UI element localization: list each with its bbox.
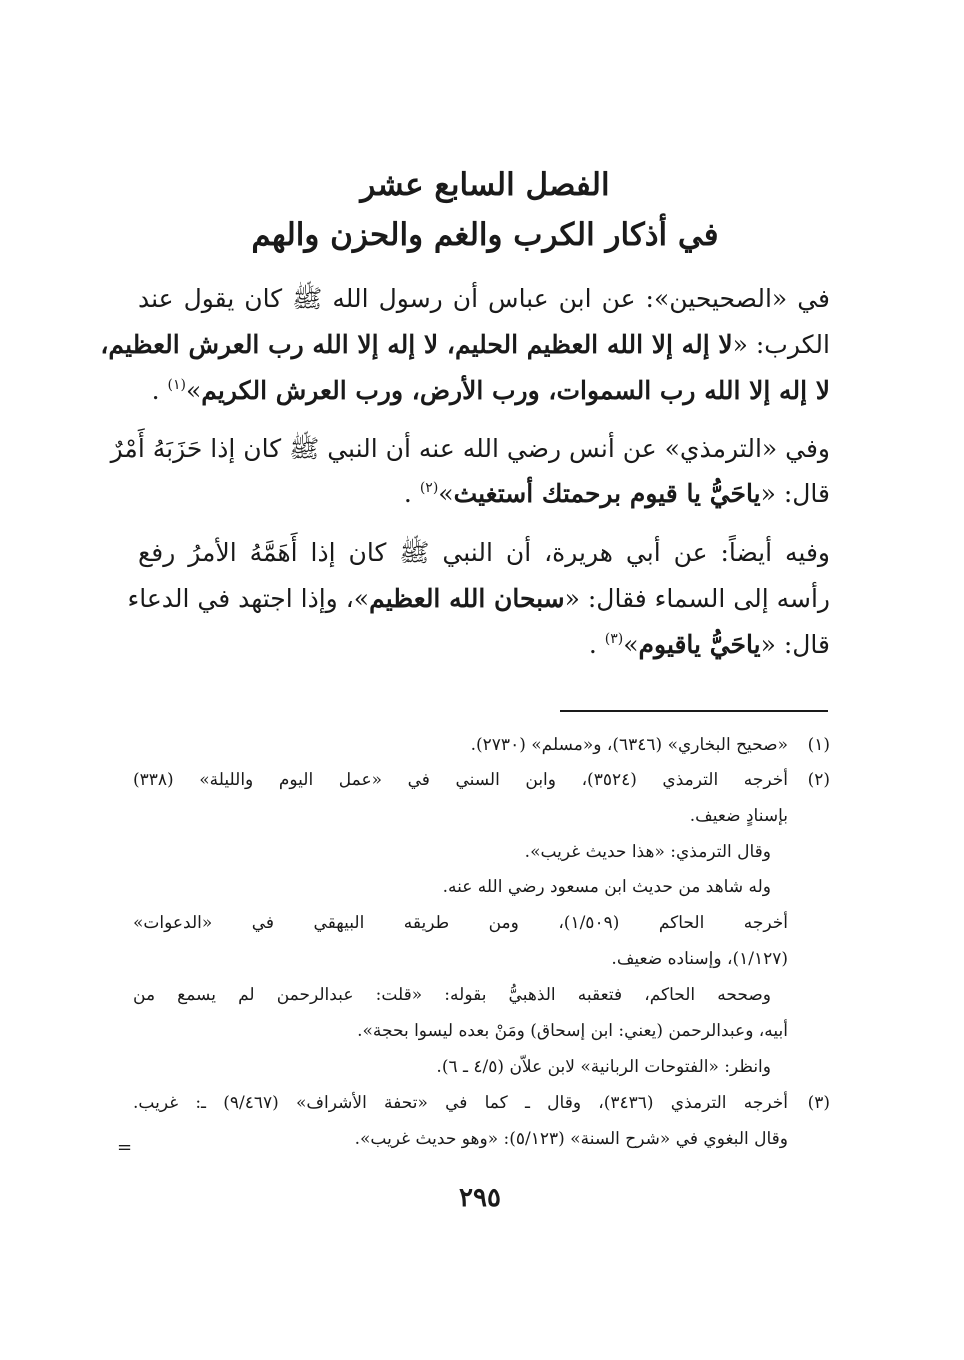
- chapter-title: الفصل السابع عشر: [360, 167, 610, 203]
- footnote-2-line5: أخرجه الحاكم (١/٥٠٩)، ومن طريقه البيهقي في «الدعوات»: [133, 913, 788, 933]
- footnote-ref-1[interactable]: (١): [167, 377, 186, 393]
- continuation-mark: =: [117, 1137, 133, 1158]
- para2-line2: قال: «ياحَيُّ يا قيوم برحمتك أستغيث»$^{(٢)}$ .: [403, 479, 830, 508]
- para1-line2: الكرب: «لا إله إلا الله العظيم الحليم، لا إله إلا الله رب العرش العظيم،: [100, 330, 830, 359]
- para2-line1: وفي «الترمذي» عن أنس رضي الله عنه أن النبي ﷺ كان إذا حَزَبَهُ أَمْرٌ: [110, 434, 830, 463]
- chapter-subtitle: في أذكار الكرب والغم والحزن والهم: [251, 217, 719, 253]
- footnote-3-line1: (٣)أخرجه الترمذي (٣٤٣٦)، وقال ـ كما في «تحفة الأشراف» (٩/٤٦٧) ـ: غريب.: [133, 1093, 830, 1113]
- page-number: ٢٩٥: [459, 1183, 501, 1213]
- footnote-2-line2: بإسنادٍ ضعيف.: [689, 806, 788, 826]
- footnote-2-line9: وانظر: «الفتوحات الربانية» لابن علاّن (٤/٥ ـ ٦).: [436, 1057, 771, 1077]
- para3-line1: وفيه أيضاً: عن أبي هريرة، أن النبي ﷺ كان إذا أَهَمَّهُ الأمرُ رفع: [138, 538, 830, 567]
- para3-line2: رأسه إلى السماء فقال: «سبحان الله العظيم»، وإذا اجتهد في الدعاء: [127, 584, 830, 613]
- footnote-2-line8: أبيه، وعبدالرحمن (يعني: ابن إسحاق) ومَنْ بعده ليسوا بحجة».: [357, 1021, 788, 1041]
- footnote-2-line3: وقال الترمذي: «هذا حديث غريب».: [524, 842, 771, 862]
- footnote-ref-2[interactable]: (٢): [419, 480, 439, 496]
- footnote-1: (١)«صحيح البخاري» (٦٣٤٦)، و«مسلم» (٢٧٣٠).: [470, 735, 830, 755]
- footnote-ref-3[interactable]: (٣): [604, 631, 624, 647]
- footnote-separator: [560, 710, 828, 712]
- para1-line1: في «الصحيحين»: عن ابن عباس أن رسول الله ﷺ كان يقول عند: [138, 284, 830, 313]
- footnote-2-line7: وصححه الحاكم، فتعقبه الذهبيُّ بقوله: «قلت: عبدالرحمن لم يسمع من: [133, 985, 771, 1005]
- footnote-3-line2: وقال البغوي في «شرح السنة» (٥/١٢٣): «وهو حديث غريب».: [354, 1129, 788, 1149]
- footnote-2-line6: (١/١٢٧)، وإسناده ضعيف.: [611, 949, 788, 969]
- footnote-2-line4: وله شاهد من حديث ابن مسعود رضي الله عنه.: [442, 877, 771, 897]
- para1-line3: لا إله إلا الله رب السموات، ورب الأرض، ورب العرش الكريم»$^{(١)}$ .: [151, 376, 830, 405]
- para3-line3: قال: «ياحَيُّ ياقيوم»$^{(٣)}$ .: [588, 630, 830, 659]
- footnote-2-line1: (٢)أخرجه الترمذي (٣٥٢٤)، وابن السني في «عمل اليوم والليلة» (٣٣٨): [133, 770, 830, 790]
